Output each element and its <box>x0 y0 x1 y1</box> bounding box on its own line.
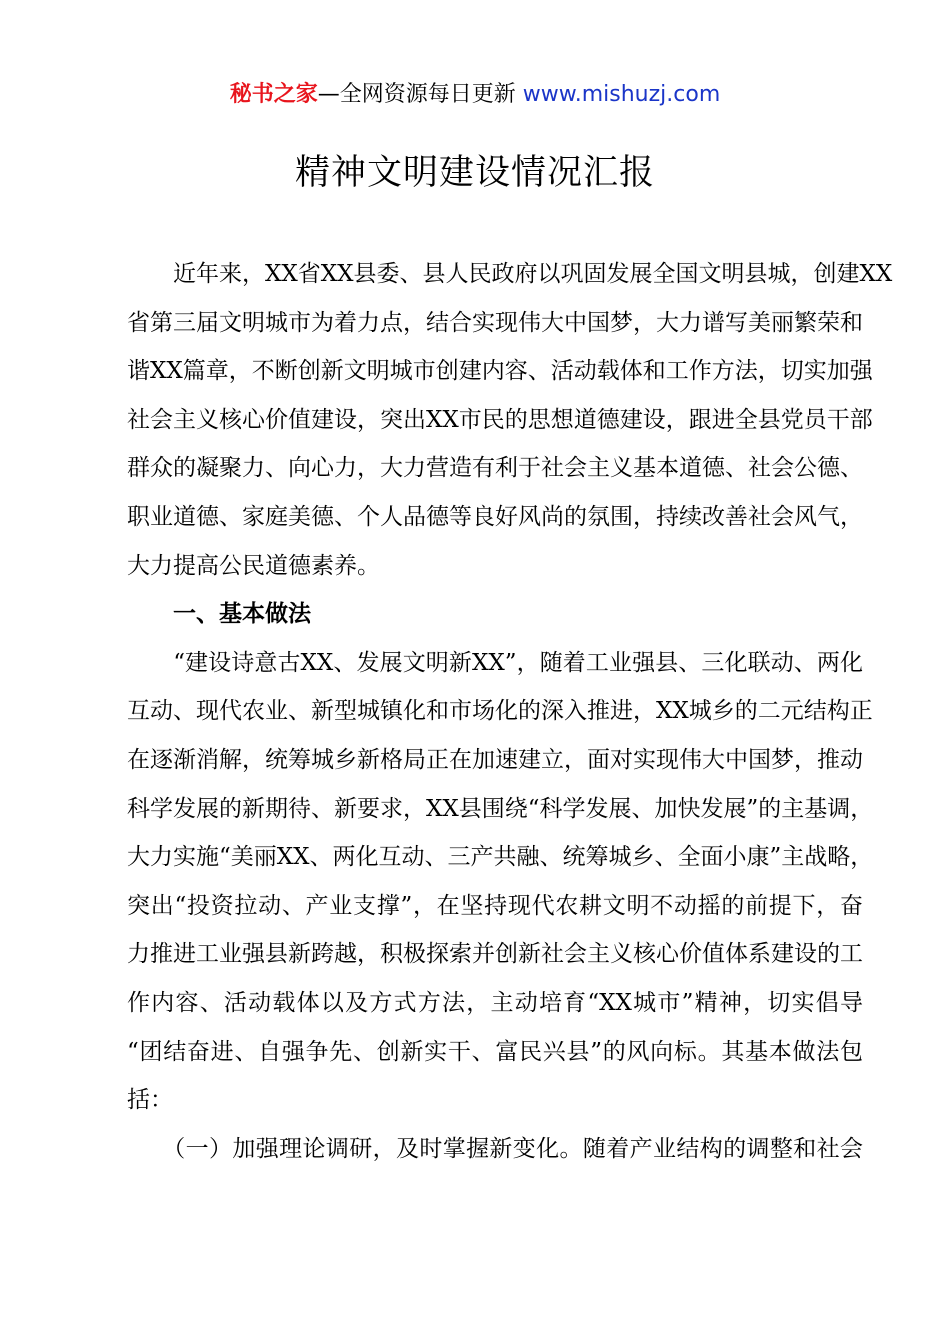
intro-line: 群众的凝聚力、向心力，大力营造有利于社会主义基本道德、社会公德、 <box>127 455 863 482</box>
document-title: 精神文明建设情况汇报 <box>294 153 655 193</box>
section1-line: “团结奋进、自强争先、创新实干、富民兴县”的风向标。其基本做法包 <box>127 1038 863 1065</box>
section1-line: 突出“投资拉动、产业支撑”，在坚持现代农耕文明不动摇的前提下，奋 <box>127 892 863 919</box>
section-heading: 一、基本做法 <box>127 601 311 628</box>
document-body <box>127 250 893 1173</box>
subsection-line: （一）加强理论调研，及时掌握新变化。随着产业结构的调整和社会 <box>127 1135 863 1162</box>
section1-line: “建设诗意古XX、发展文明新XX”，随着工业强县、三化联动、两化 <box>127 649 863 676</box>
section1-line: 大力实施“美丽XX、两化互动、三产共融、统筹城乡、全面小康”主战略， <box>127 844 874 871</box>
intro-line: 省第三届文明城市为着力点，结合实现伟大中国梦，大力谱写美丽繁荣和 <box>127 309 863 336</box>
intro-line: 大力提高公民道德素养。 <box>127 552 380 579</box>
section1-line: 作内容、活动载体以及方式方法，主动培育“XX城市”精神，切实倡导 <box>127 989 863 1016</box>
section1-line: 科学发展的新期待、新要求，XX县围绕“科学发展、加快发展”的主基调， <box>127 795 874 822</box>
section1-line: 括： <box>127 1087 173 1114</box>
intro-line: 职业道德、家庭美德、个人品德等良好风尚的氛围，持续改善社会风气， <box>127 503 863 530</box>
site-header <box>0 80 950 110</box>
section1-line: 在逐渐消解，统筹城乡新格局正在加速建立，面对实现伟大中国梦，推动 <box>127 746 863 773</box>
site-slogan: —全网资源每日更新 <box>317 82 523 107</box>
intro-line: 谐XX篇章，不断创新文明城市创建内容、活动载体和工作方法，切实加强 <box>127 358 873 385</box>
site-brand: 秘书之家 <box>229 82 318 107</box>
site-url[interactable]: www.mishuzj.com <box>522 82 721 107</box>
intro-line: 近年来，XX省XX县委、县人民政府以巩固发展全国文明县城，创建XX <box>127 261 893 287</box>
intro-line: 社会主义核心价值建设，突出XX市民的思想道德建设，跟进全县党员干部 <box>127 406 873 433</box>
section1-line: 互动、现代农业、新型城镇化和市场化的深入推进，XX城乡的二元结构正 <box>127 698 873 725</box>
section1-line: 力推进工业强县新跨越，积极探索并创新社会主义核心价值体系建设的工 <box>127 941 863 968</box>
